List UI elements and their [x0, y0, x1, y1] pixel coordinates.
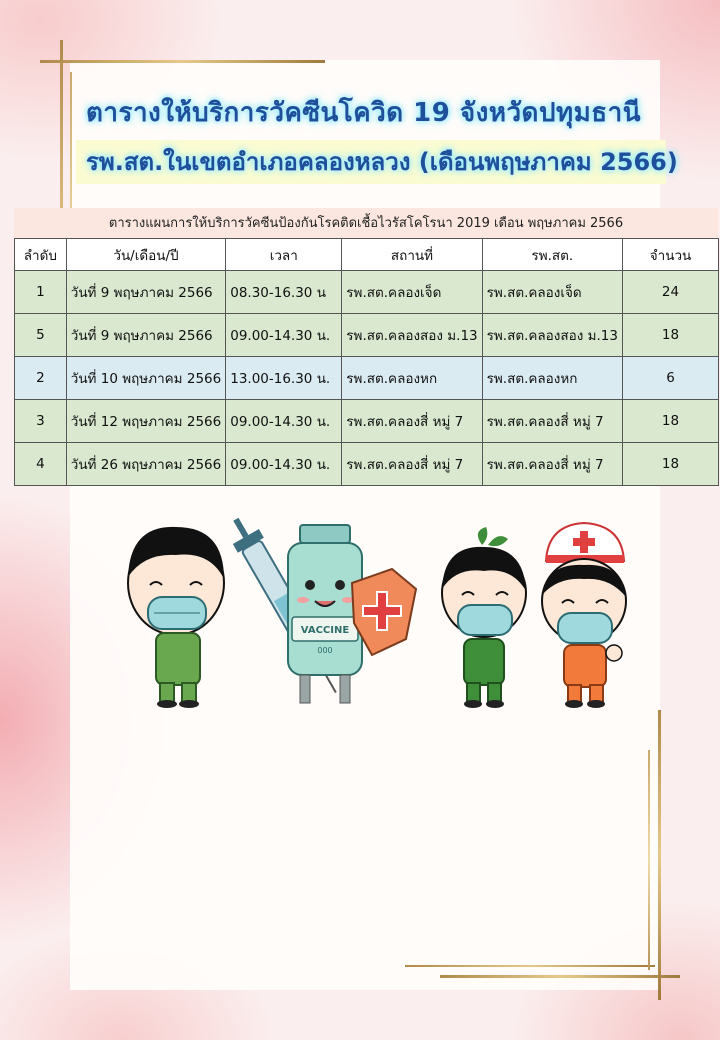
bottle-label: VACCINE — [300, 625, 350, 636]
cell-place: รพ.สต.คลองสี่ หมู่ 7 — [342, 443, 482, 486]
cell-time: 08.30-16.30 น — [226, 271, 342, 314]
table-caption: ตารางแผนการให้บริการวัคซีนป้องกันโรคติดเชื้อไวรัสโคโรนา 2019 เดือน พฤษภาคม 2566 — [14, 208, 718, 240]
vaccine-illustration — [110, 505, 640, 720]
table-row — [15, 357, 719, 400]
cell-hospital: รพ.สต.คลองสี่ หมู่ 7 — [482, 443, 622, 486]
cell-date: วันที่ 12 พฤษภาคม 2566 — [66, 400, 226, 443]
column-header-count: จำนวน — [622, 239, 718, 271]
bottle-sublabel: 000 — [317, 646, 333, 655]
cell-order: 3 — [15, 400, 67, 443]
vaccine-schedule-table — [14, 238, 719, 486]
gold-frame-line — [658, 710, 661, 1000]
cell-hospital: รพ.สต.คลองสอง ม.13 — [482, 314, 622, 357]
cell-time: 09.00-14.30 น. — [226, 314, 342, 357]
cell-time: 13.00-16.30 น. — [226, 357, 342, 400]
cell-place: รพ.สต.คลองเจ็ด — [342, 271, 482, 314]
masked-boy-character — [128, 527, 224, 708]
cell-place: รพ.สต.คลองสี่ หมู่ 7 — [342, 400, 482, 443]
cell-order: 5 — [15, 314, 67, 357]
cell-date: วันที่ 26 พฤษภาคม 2566 — [66, 443, 226, 486]
cell-date: วันที่ 10 พฤษภาคม 2566 — [66, 357, 226, 400]
cell-count: 6 — [622, 357, 718, 400]
gold-frame-line — [440, 975, 680, 978]
gold-frame-line — [40, 60, 325, 63]
cell-time: 09.00-14.30 น. — [226, 443, 342, 486]
cell-count: 18 — [622, 400, 718, 443]
vaccine-bottle-icon — [288, 525, 362, 703]
cell-time: 09.00-14.30 น. — [226, 400, 342, 443]
cell-order: 1 — [15, 271, 67, 314]
cell-hospital: รพ.สต.คลองหก — [482, 357, 622, 400]
cell-count: 18 — [622, 314, 718, 357]
column-header-place: สถานที่ — [342, 239, 482, 271]
page-subtitle: รพ.สต.ในเขตอำเภอคลองหลวง (เดือนพฤษภาคม 2566) — [76, 140, 666, 184]
masked-nurse-character — [542, 523, 626, 708]
gold-frame-line — [405, 965, 655, 967]
table-row — [15, 271, 719, 314]
column-header-date: วัน/เดือน/ปี — [66, 239, 226, 271]
masked-green-kid-character — [442, 527, 526, 708]
cell-hospital: รพ.สต.คลองสี่ หมู่ 7 — [482, 400, 622, 443]
cell-place: รพ.สต.คลองหก — [342, 357, 482, 400]
column-header-time: เวลา — [226, 239, 342, 271]
cell-date: วันที่ 9 พฤษภาคม 2566 — [66, 314, 226, 357]
cell-order: 4 — [15, 443, 67, 486]
gold-frame-line — [648, 750, 650, 970]
cell-count: 18 — [622, 443, 718, 486]
cell-count: 24 — [622, 271, 718, 314]
table-row — [15, 314, 719, 357]
column-header-hospital: รพ.สต. — [482, 239, 622, 271]
cell-date: วันที่ 9 พฤษภาคม 2566 — [66, 271, 226, 314]
cell-order: 2 — [15, 357, 67, 400]
column-header-order: ลำดับ — [15, 239, 67, 271]
cell-hospital: รพ.สต.คลองเจ็ด — [482, 271, 622, 314]
table-header-row — [15, 239, 719, 271]
table-row — [15, 400, 719, 443]
table-row — [15, 443, 719, 486]
page-title: ตารางให้บริการวัคซีนโควิด 19 จังหวัดปทุมธานี — [86, 98, 641, 128]
cell-place: รพ.สต.คลองสอง ม.13 — [342, 314, 482, 357]
